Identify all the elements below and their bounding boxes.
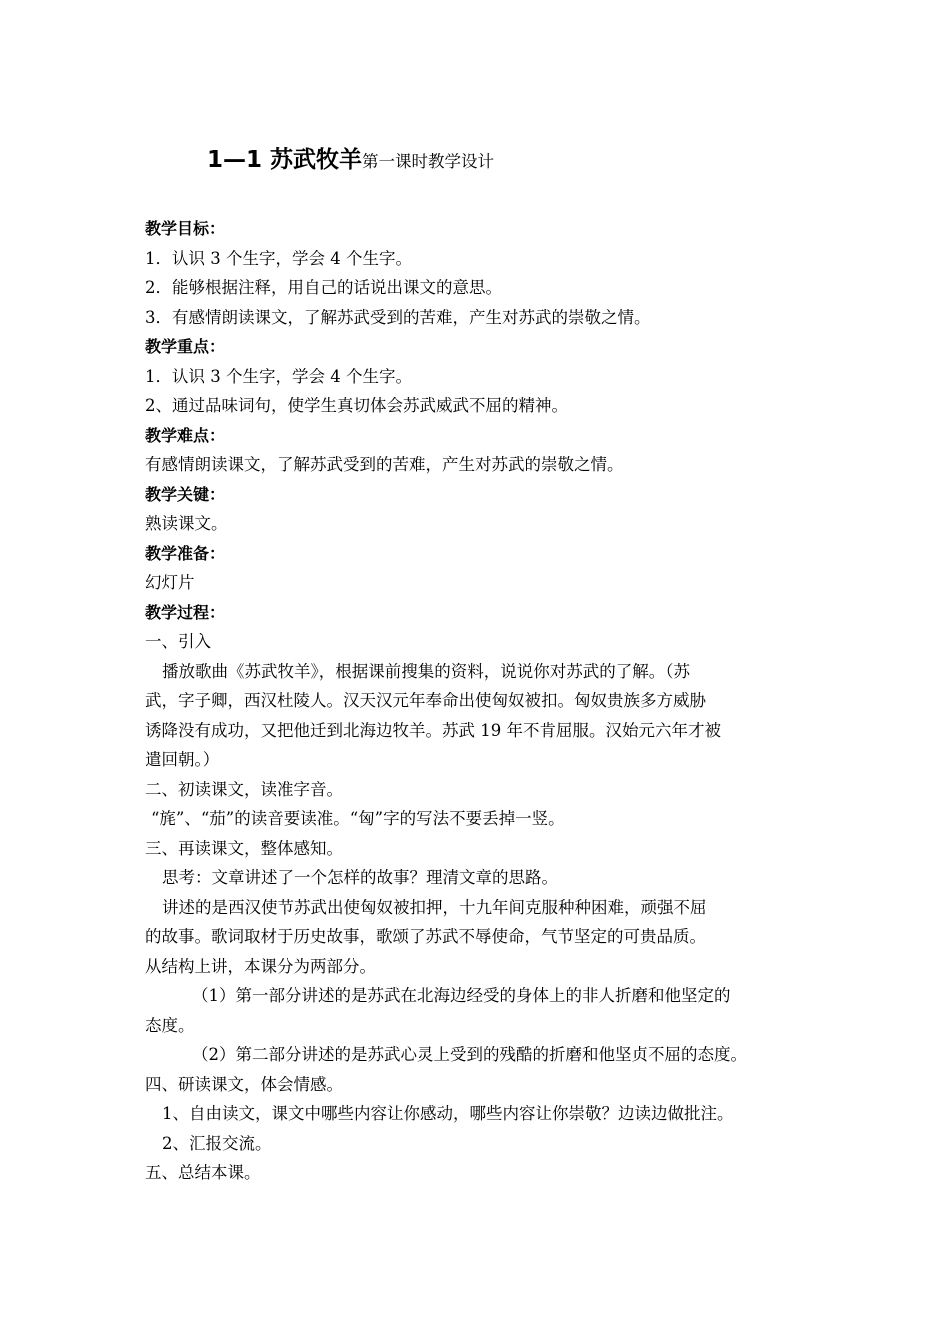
step-title: 五、总结本课。 <box>145 1163 261 1182</box>
section-heading-goals: 教学目标： <box>145 219 226 238</box>
step-text: “旄”、“茄”的读音要读准。“匈”字的写法不要丢掉一竖。 <box>151 809 565 828</box>
key-item: 2、通过品味词句，使学生真切体会苏武威武不屈的精神。 <box>145 396 568 415</box>
step-text: 从结构上讲，本课分为两部分。 <box>145 956 376 976</box>
document-title <box>207 142 494 180</box>
step-text: 1、自由读文，课文中哪些内容让你感动，哪些内容让你崇敬？边读边做批注。 <box>162 1104 734 1123</box>
prep-text: 幻灯片 <box>145 573 195 592</box>
key-item: 1．认识 3 个生字，学会 4 个生字。 <box>145 366 412 386</box>
goal-item: 2．能够根据注释，用自己的话说出课文的意思。 <box>145 278 502 297</box>
step-text: 播放歌曲《苏武牧羊》，根据课前搜集的资料，说说你对苏武的了解。（苏 <box>162 661 690 681</box>
step-text: 武，字子卿，西汉杜陵人。汉天汉元年奉命出使匈奴被扣。匈奴贵族多方威胁 <box>145 691 706 710</box>
step-text: 2、汇报交流。 <box>162 1133 272 1153</box>
step-title: 四、研读课文，体会情感。 <box>145 1074 343 1094</box>
difficulty-text: 有感情朗读课文，了解苏武受到的苦难，产生对苏武的崇敬之情。 <box>145 455 624 474</box>
step-text: 的故事。歌词取材于历史故事，歌颂了苏武不辱使命，气节坚定的可贵品质。 <box>145 927 706 946</box>
goal-item: 1．认识 3 个生字，学会 4 个生字。 <box>145 248 412 268</box>
section-heading-crux: 教学关键： <box>145 484 226 504</box>
section-heading-key: 教学重点： <box>145 337 226 356</box>
section-heading-prep: 教学准备： <box>145 543 226 563</box>
step-text: 态度。 <box>145 1015 195 1035</box>
step-title: 三、再读课文，整体感知。 <box>145 838 343 858</box>
section-heading-difficulty: 教学难点： <box>145 425 226 445</box>
crux-text: 熟读课文。 <box>145 514 228 533</box>
title-subtitle: 第一课时教学设计 <box>362 152 495 171</box>
title-main: 1—1 苏武牧羊 <box>207 147 363 173</box>
step-text: （2）第二部分讲述的是苏武心灵上受到的残酷的折磨和他坚贞不屈的态度。 <box>192 1045 747 1064</box>
section-heading-process: 教学过程： <box>145 602 226 622</box>
step-title: 二、初读课文，读准字音。 <box>145 779 343 799</box>
goal-item: 3．有感情朗读课文，了解苏武受到的苦难，产生对苏武的崇敬之情。 <box>145 307 651 327</box>
step-text: （1）第一部分讲述的是苏武在北海边经受的身体上的非人折磨和他坚定的 <box>192 986 731 1005</box>
step-title: 一、引入 <box>145 632 211 651</box>
document-body <box>145 214 825 1188</box>
step-text: 思考：文章讲述了一个怎样的故事？理清文章的思路。 <box>162 868 558 887</box>
step-text: 讲述的是西汉使节苏武出使匈奴被扣押，十九年间克服种种困难，顽强不屈 <box>162 897 707 917</box>
step-text: 遣回朝。） <box>145 750 220 769</box>
step-text: 诱降没有成功，又把他迁到北海边牧羊。苏武 19 年不肯屈服。汉始元六年才被 <box>145 720 721 740</box>
